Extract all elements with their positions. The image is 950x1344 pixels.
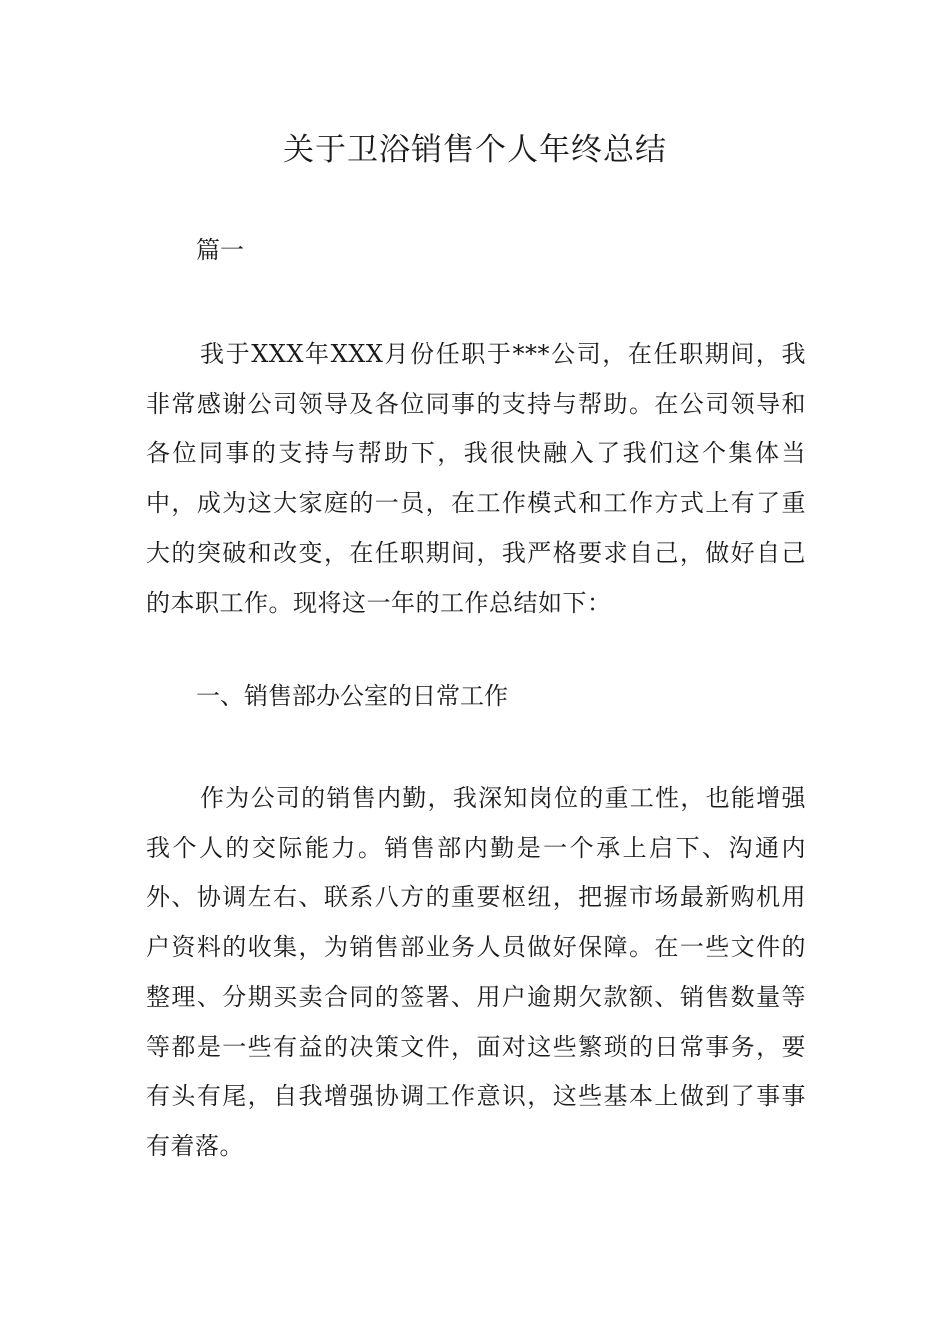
section-paragraph: 作为公司的销售内勤，我深知岗位的重工性，也能增强我个人的交际能力。销售部内勤是一个承上启下、沟通内外、协调左右、联系八方的重要枢纽，把握市场最新购机用户资料的收集，为销售部业务人员做好保障。在一些文件的整理、分期买卖合同的签署、用户逾期欠款额、销售数量等等都是一些有益的决策文件，面对这些繁琐的日常事务，要有头有尾，自我增强协调工作意识，这些基本上做到了事事有着落。 [146,784,806,1160]
intro-paragraph: 我于XXX年XXX月份任职于***公司，在任职期间，我非常感谢公司领导及各位同事的支持与帮助。在公司领导和各位同事的支持与帮助下，我很快融入了我们这个集体当中，成为这大家庭的一员，在工作模式和工作方式上有了重大的突破和改变，在任职期间，我严格要求自己，做好自己的本职工作。现将这一年的工作总结如下： [146,340,806,617]
document-title: 关于卫浴销售个人年终总结 [283,132,667,168]
part-label: 篇一 [196,236,244,264]
section-heading: 一、销售部办公室的日常工作 [196,682,508,710]
